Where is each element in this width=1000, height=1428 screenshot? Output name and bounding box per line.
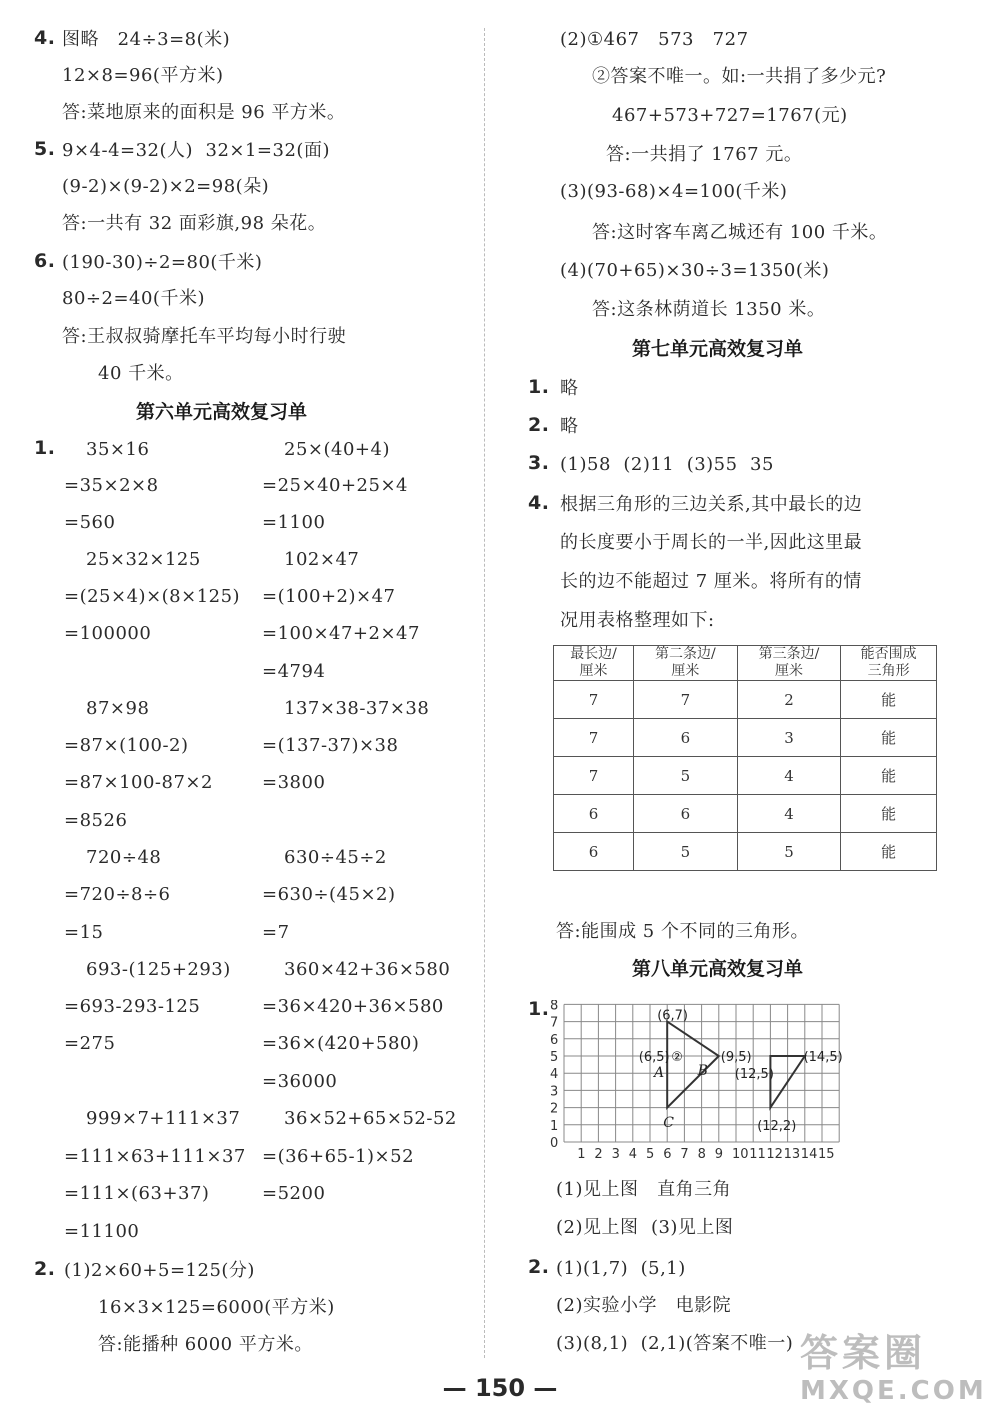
table-cell: 6 <box>634 795 738 833</box>
u8-q1-number: 1. <box>528 998 550 1020</box>
u6-q1-col-a-line: =693-293-125 <box>64 996 201 1017</box>
u7-q4-line4: 况用表格整理如下: <box>560 610 715 631</box>
u7-q4-line2: 的长度要小于周长的一半,因此这里最 <box>560 532 863 553</box>
u6-q1-col-b-line: =36×(420+580) <box>262 1033 420 1054</box>
table-cell: 6 <box>554 795 634 833</box>
r-top-line6: 答:这时客车离乙城还有 100 千米。 <box>592 222 888 243</box>
u6-q1-col-a-line: 720÷48 <box>86 847 162 868</box>
point-label: (12,2) <box>757 1118 797 1134</box>
q6-line1: (190-30)÷2=80(千米) <box>62 252 263 273</box>
u6-q1-col-a-line: =(25×4)×(8×125) <box>64 586 241 607</box>
x-tick-label: 5 <box>646 1147 655 1162</box>
r-top-line8: 答:这条林荫道长 1350 米。 <box>592 299 826 320</box>
point-label: (6,7) <box>657 1008 689 1024</box>
u6-q1-col-b-line: =(137-37)×38 <box>262 735 399 756</box>
table-header-cell: 能否围成 三角形 <box>841 646 937 681</box>
column-divider <box>484 28 485 1358</box>
u6-q1-col-b-line: 25×(40+4) <box>284 439 390 460</box>
u6-q1-col-b-line: =5200 <box>262 1183 326 1204</box>
u6-q1-col-b-line: =4794 <box>262 661 326 682</box>
u8-q2-line1: (1)(1,7) (5,1) <box>556 1258 686 1279</box>
y-tick-label: 7 <box>550 1015 559 1031</box>
vertex-label: C <box>663 1114 674 1131</box>
r-top-line2: ②答案不唯一。如:一共捐了多少元? <box>592 66 887 87</box>
coordinate-grid <box>548 1000 848 1170</box>
u6-q1-col-a-line: =275 <box>64 1033 116 1054</box>
table-cell: 7 <box>554 719 634 757</box>
u8-q2-line3: (3)(8,1) (2,1)(答案不唯一) <box>556 1333 794 1354</box>
u6-q1-col-b-line: =630÷(45×2) <box>262 884 396 905</box>
q4-line3: 答:菜地原来的面积是 96 平方米。 <box>62 102 346 123</box>
table-row <box>554 833 937 871</box>
u8-q1-line1: (1)见上图 直角三角 <box>556 1179 732 1200</box>
table-cell: 7 <box>554 757 634 795</box>
y-tick-label: 4 <box>550 1067 559 1083</box>
table-row <box>554 757 937 795</box>
unit7-title: 第七单元高效复习单 <box>632 338 804 360</box>
table-cell: 能 <box>841 795 937 833</box>
u7-q2-number: 2. <box>528 414 550 436</box>
x-tick-label: 13 <box>783 1147 801 1162</box>
u6-q1-col-a-line: =111×63+111×37 <box>64 1146 246 1167</box>
unit8-title: 第八单元高效复习单 <box>632 958 804 980</box>
table-cell: 能 <box>841 681 937 719</box>
x-tick-label: 9 <box>714 1147 724 1162</box>
u6-q1-col-b-line: =3800 <box>262 772 326 793</box>
q4-line1: 图略 24÷3=8(米) <box>62 29 231 50</box>
q6-line4: 40 千米。 <box>98 363 184 384</box>
table-cell: 5 <box>634 757 738 795</box>
point-label: (9,5) <box>720 1050 752 1065</box>
x-tick-label: 12 <box>766 1147 783 1162</box>
table-cell: 能 <box>841 757 937 795</box>
u7-q4-line1: 根据三角形的三边关系,其中最长的边 <box>560 494 863 515</box>
u7-q3-number: 3. <box>528 452 550 474</box>
u6-q1-col-b-line: 36×52+65×52-52 <box>284 1108 457 1129</box>
u6-q1-col-b-line: =25×40+25×4 <box>262 475 408 496</box>
u6-q1-col-a-line: 25×32×125 <box>86 549 201 570</box>
q6-line3: 答:王叔叔骑摩托车平均每小时行驶 <box>62 326 347 347</box>
vertex-label: A <box>654 1065 665 1082</box>
table-row <box>554 681 937 719</box>
table-cell: 2 <box>737 681 841 719</box>
x-tick-label: 3 <box>611 1147 620 1162</box>
u6-q1-col-a-line: =15 <box>64 922 104 943</box>
u6-q1-col-a-line: 87×98 <box>86 698 150 719</box>
q5-line1: 9×4-4=32(人) 32×1=32(面) <box>62 140 330 161</box>
u6-q1-col-b-line: =36000 <box>262 1071 338 1092</box>
u6-q2-line1: (1)2×60+5=125(分) <box>64 1260 255 1281</box>
u6-q1-col-a-line: =560 <box>64 512 116 533</box>
table-header-cell: 最长边/ 厘米 <box>554 646 634 681</box>
u7-q3-answer: (1)58 (2)11 (3)55 35 <box>560 454 774 475</box>
table-cell: 7 <box>634 681 738 719</box>
x-tick-label: 10 <box>732 1147 749 1162</box>
table-row <box>554 719 937 757</box>
u6-q1-col-b-line: 102×47 <box>284 549 360 570</box>
u6-q1-col-b-line: =7 <box>262 922 290 943</box>
u7-q1-answer: 略 <box>560 378 579 399</box>
triangle-table <box>553 645 937 871</box>
x-tick-label: 8 <box>697 1147 706 1162</box>
table-cell: 6 <box>634 719 738 757</box>
u6-q1-col-b-line: =1100 <box>262 512 326 533</box>
table-cell: 5 <box>737 833 841 871</box>
u6-q1-number: 1. <box>34 437 56 459</box>
u6-q1-col-a-line: =720÷8÷6 <box>64 884 171 905</box>
x-tick-label: 15 <box>818 1147 835 1162</box>
table-cell: 4 <box>737 795 841 833</box>
r-top-line7: (4)(70+65)×30÷3=1350(米) <box>560 260 830 281</box>
u6-q1-col-a-line: =87×(100-2) <box>64 735 189 756</box>
watermark-logo: 答案圈 MXQE.COM <box>800 1331 987 1406</box>
y-tick-label: 8 <box>550 1000 559 1014</box>
u6-q1-col-b-line: 137×38-37×38 <box>284 698 430 719</box>
x-tick-label: 1 <box>577 1147 586 1162</box>
unit6-title: 第六单元高效复习单 <box>136 401 308 423</box>
q5-line3: 答:一共有 32 面彩旗,98 朵花。 <box>62 213 327 234</box>
y-tick-label: 2 <box>550 1101 559 1117</box>
u7-q2-answer: 略 <box>560 416 579 437</box>
u7-q1-number: 1. <box>528 376 550 398</box>
u6-q1-col-a-line: 35×16 <box>86 439 150 460</box>
y-tick-label: 3 <box>550 1084 559 1100</box>
point-label: (12,5) <box>734 1067 774 1083</box>
q6-line2: 80÷2=40(千米) <box>62 288 205 309</box>
x-tick-label: 7 <box>680 1147 689 1162</box>
r-top-line4: 答:一共捐了 1767 元。 <box>606 144 803 165</box>
u6-q1-col-a-line: =11100 <box>64 1221 140 1242</box>
q4-line2: 12×8=96(平方米) <box>62 65 224 86</box>
u6-q1-col-b-line: =(100+2)×47 <box>262 586 396 607</box>
point-label: (6,5) <box>638 1050 670 1065</box>
y-tick-label: 0 <box>550 1136 559 1151</box>
u6-q2-line2: 16×3×125=6000(平方米) <box>98 1297 335 1318</box>
u8-q2-line2: (2)实验小学 电影院 <box>556 1295 732 1316</box>
u7-q4-number: 4. <box>528 492 550 514</box>
u6-q2-line3: 答:能播种 6000 平方米。 <box>98 1334 313 1355</box>
u6-q1-col-a-line: =8526 <box>64 810 128 831</box>
u6-q1-col-b-line: =100×47+2×47 <box>262 623 420 644</box>
u6-q1-col-a-line: 693-(125+293) <box>86 959 231 980</box>
table-header-cell: 第二条边/ 厘米 <box>634 646 738 681</box>
table-cell: 能 <box>841 719 937 757</box>
u6-q1-col-a-line: =87×100-87×2 <box>64 772 213 793</box>
u6-q1-col-a-line: =35×2×8 <box>64 475 159 496</box>
point-label: (14,5) <box>803 1050 843 1065</box>
table-header-row <box>554 646 937 681</box>
r-top-line3: 467+573+727=1767(元) <box>612 105 848 126</box>
table-cell: 4 <box>737 757 841 795</box>
x-tick-label: 14 <box>800 1147 818 1162</box>
table-cell: 5 <box>634 833 738 871</box>
shape-number-label: ② <box>671 1050 683 1065</box>
table-header-cell: 第三条边/ 厘米 <box>737 646 841 681</box>
q5-number: 5. <box>34 138 56 160</box>
q5-line2: (9-2)×(9-2)×2=98(朵) <box>62 176 270 197</box>
q6-number: 6. <box>34 250 56 272</box>
u6-q1-col-a-line: =111×(63+37) <box>64 1183 210 1204</box>
table-cell: 7 <box>554 681 634 719</box>
x-tick-label: 6 <box>663 1147 672 1162</box>
x-tick-label: 2 <box>594 1147 603 1162</box>
u6-q1-col-b-line: 360×42+36×580 <box>284 959 451 980</box>
x-tick-label: 11 <box>749 1147 766 1162</box>
vertex-label: B <box>697 1063 708 1080</box>
r-top-line1: (2)①467 573 727 <box>560 29 749 50</box>
y-tick-label: 1 <box>550 1118 559 1134</box>
u6-q1-col-b-line: =36×420+36×580 <box>262 996 444 1017</box>
u6-q2-number: 2. <box>34 1258 56 1280</box>
page-number: — 150 — <box>442 1374 558 1402</box>
table-cell: 3 <box>737 719 841 757</box>
u7-q4-line3: 长的边不能超过 7 厘米。将所有的情 <box>560 571 862 592</box>
x-tick-label: 4 <box>628 1147 638 1162</box>
table-cell: 6 <box>554 833 634 871</box>
u6-q1-col-a-line: =100000 <box>64 623 152 644</box>
r-top-line5: (3)(93-68)×4=100(千米) <box>560 181 788 202</box>
q4-number: 4. <box>34 27 56 49</box>
u8-q1-line2: (2)见上图 (3)见上图 <box>556 1217 734 1238</box>
u6-q1-col-b-line: 630÷45÷2 <box>284 847 387 868</box>
u6-q1-col-b-line: =(36+65-1)×52 <box>262 1146 415 1167</box>
y-tick-label: 5 <box>550 1050 559 1065</box>
u7-answer: 答:能围成 5 个不同的三角形。 <box>556 921 809 942</box>
u8-q2-number: 2. <box>528 1256 550 1278</box>
y-tick-label: 6 <box>550 1032 559 1048</box>
u6-q1-col-a-line: 999×7+111×37 <box>86 1108 241 1129</box>
table-cell: 能 <box>841 833 937 871</box>
table-row <box>554 795 937 833</box>
